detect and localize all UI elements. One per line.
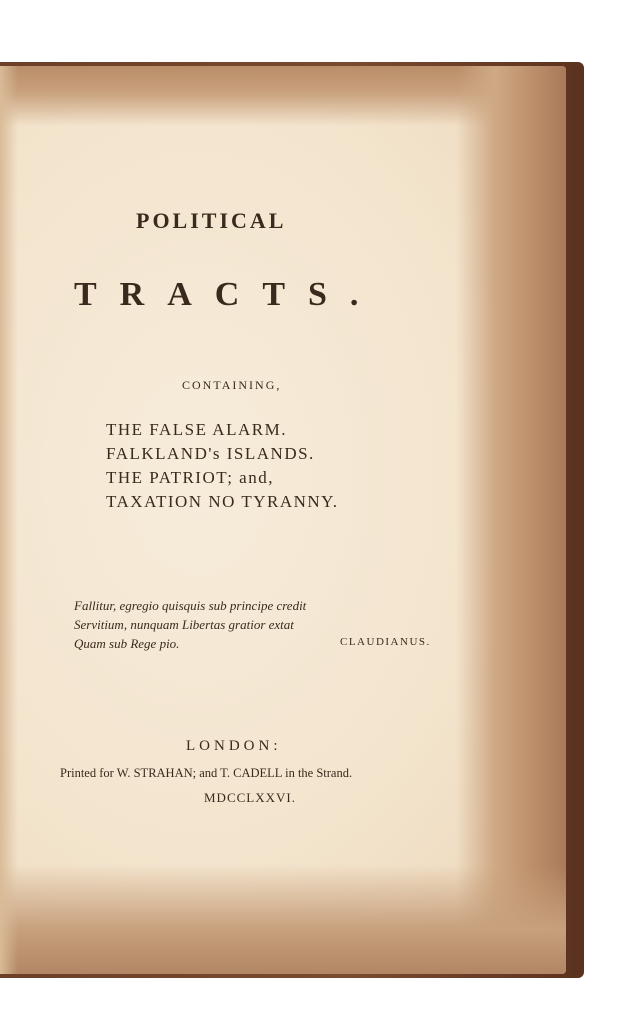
imprint-place: LONDON:	[186, 738, 282, 754]
epigraph-line: Quam sub Rege pio.	[74, 636, 180, 651]
imprint-date: MDCCLXXVI.	[204, 790, 296, 805]
contents-item: THE PATRIOT; and,	[106, 468, 274, 487]
contents-item: FALKLAND's ISLANDS.	[106, 444, 315, 463]
containing-label: CONTAINING,	[182, 378, 282, 392]
contents-list	[106, 418, 338, 514]
title-page-text	[0, 66, 566, 974]
epigraph-author: CLAUDIANUS.	[340, 636, 431, 648]
contents-item: TAXATION NO TYRANNY.	[106, 492, 339, 511]
contents-item: THE FALSE ALARM.	[106, 420, 287, 439]
title-page	[0, 66, 566, 974]
imprint-printer: Printed for W. STRAHAN; and T. CADELL in the Strand.	[60, 766, 353, 780]
title-line-2: TRACTS.	[74, 276, 382, 313]
epigraph-line: Fallitur, egregio quisquis sub principe credit	[74, 598, 307, 613]
title-line-1: POLITICAL	[136, 208, 287, 233]
epigraph-line: Servitium, nunquam Libertas gratior extat	[74, 617, 294, 632]
